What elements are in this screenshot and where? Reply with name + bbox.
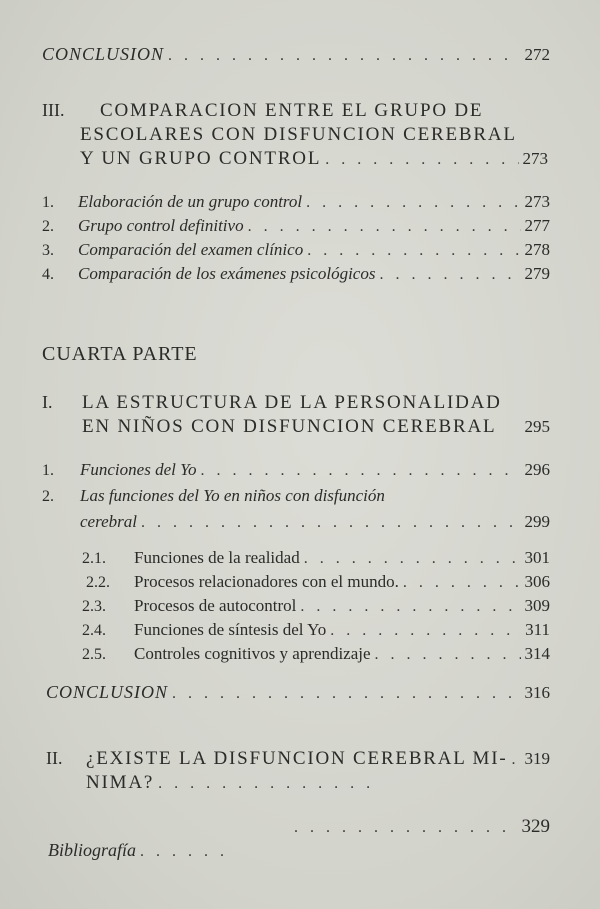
entry-title: NIMA? — [86, 772, 155, 793]
toc-entry-2-cuarta-line2 — [0, 512, 600, 542]
page-number: 329 — [521, 816, 550, 837]
page-number: 278 — [524, 240, 550, 259]
dot-leader — [154, 775, 378, 793]
entry-title: cerebral — [80, 512, 137, 531]
entry-number: 2.5. — [82, 646, 106, 663]
part-heading: CUARTA PARTE — [42, 343, 198, 365]
page-number: 319 — [524, 749, 550, 768]
dot-leader — [196, 462, 520, 480]
dot-leader — [375, 266, 520, 284]
entry-number: I. — [42, 392, 53, 412]
page-number: 299 — [524, 512, 550, 531]
page-number: 296 — [524, 460, 550, 479]
dot-leader — [168, 685, 520, 703]
entry-title: LA ESTRUCTURA DE LA PERSONALIDAD — [82, 392, 502, 413]
entry-title: CONCLUSION — [42, 44, 165, 64]
dot-leader — [290, 819, 518, 837]
entry-number: 2. — [42, 488, 54, 505]
page-number: 316 — [524, 683, 550, 702]
entry-title: Controles cognitivos y aprendizaje — [134, 644, 371, 663]
entry-number: 4. — [42, 266, 54, 283]
page-number: 311 — [525, 620, 550, 639]
page-number: 279 — [524, 264, 550, 283]
dot-leader — [399, 574, 521, 592]
toc-entry-section-iii-line3 — [0, 148, 600, 178]
toc-entry-section-ii-line2 — [0, 772, 600, 802]
dot-leader — [371, 646, 521, 664]
entry-number: 2.2. — [86, 574, 110, 591]
dot-leader — [296, 598, 520, 616]
dot-leader — [136, 843, 230, 861]
toc-entry-section-i-line2 — [0, 416, 600, 446]
dot-leader — [300, 550, 521, 568]
page-number: 301 — [524, 548, 550, 567]
entry-number: 2.3. — [82, 598, 106, 615]
dot-leader — [508, 751, 521, 769]
entry-title: EN NIÑOS CON DISFUNCION CEREBRAL — [82, 416, 497, 437]
entry-number: III. — [42, 100, 65, 120]
entry-title: Y UN GRUPO CONTROL — [80, 148, 322, 169]
entry-number: 1. — [42, 462, 54, 479]
entry-title: ESCOLARES CON DISFUNCION CEREBRAL — [80, 124, 517, 145]
dot-leader — [137, 514, 521, 532]
dot-leader — [244, 218, 521, 236]
entry-number: 2. — [42, 218, 54, 235]
entry-title: Elaboración de un grupo control — [78, 192, 303, 211]
entry-title: Funciones del Yo — [80, 460, 197, 479]
dot-leader — [326, 622, 521, 640]
toc-entry-2-5 — [0, 644, 600, 674]
dot-leader — [164, 47, 520, 65]
entry-title: ¿EXISTE LA DISFUNCION CEREBRAL MI- — [86, 748, 508, 769]
entry-number: II. — [46, 748, 63, 768]
entry-title: Funciones de síntesis del Yo — [134, 620, 327, 639]
entry-title: Funciones de la realidad — [134, 548, 300, 567]
entry-title: Comparación de los exámenes psicológicos — [78, 264, 376, 283]
page-number: 272 — [524, 45, 550, 64]
toc-entry-conclusion-2 — [0, 682, 600, 712]
entry-number: 2.1. — [82, 550, 106, 567]
page-number: 273 — [522, 149, 548, 168]
page-number: 277 — [524, 216, 550, 235]
entry-title: Comparación del examen clínico — [78, 240, 304, 259]
entry-title: Procesos de autocontrol — [134, 596, 297, 615]
toc-entry-bibliografia — [0, 840, 600, 870]
entry-title: Bibliografía — [48, 840, 137, 860]
entry-number: 2.4. — [82, 622, 106, 639]
page-number: 306 — [524, 572, 550, 591]
page-number: 314 — [524, 644, 550, 663]
toc-entry-conclusion — [0, 44, 600, 74]
entry-title: Procesos relacionadores con el mundo. — [134, 572, 399, 591]
entry-title: Las funciones del Yo en niños con disfunción — [80, 486, 385, 505]
entry-title: Grupo control definitivo — [78, 216, 244, 235]
page-number: 273 — [524, 192, 550, 211]
dot-leader — [302, 194, 520, 212]
dot-leader — [321, 151, 518, 169]
entry-title: CONCLUSION — [46, 682, 169, 702]
page-number: 309 — [524, 596, 550, 615]
entry-number: 3. — [42, 242, 54, 259]
toc-entry-4 — [0, 264, 600, 294]
dot-leader — [303, 242, 520, 260]
page-number: 295 — [524, 417, 550, 436]
entry-title: COMPARACION ENTRE EL GRUPO DE — [100, 100, 484, 121]
entry-number: 1. — [42, 194, 54, 211]
